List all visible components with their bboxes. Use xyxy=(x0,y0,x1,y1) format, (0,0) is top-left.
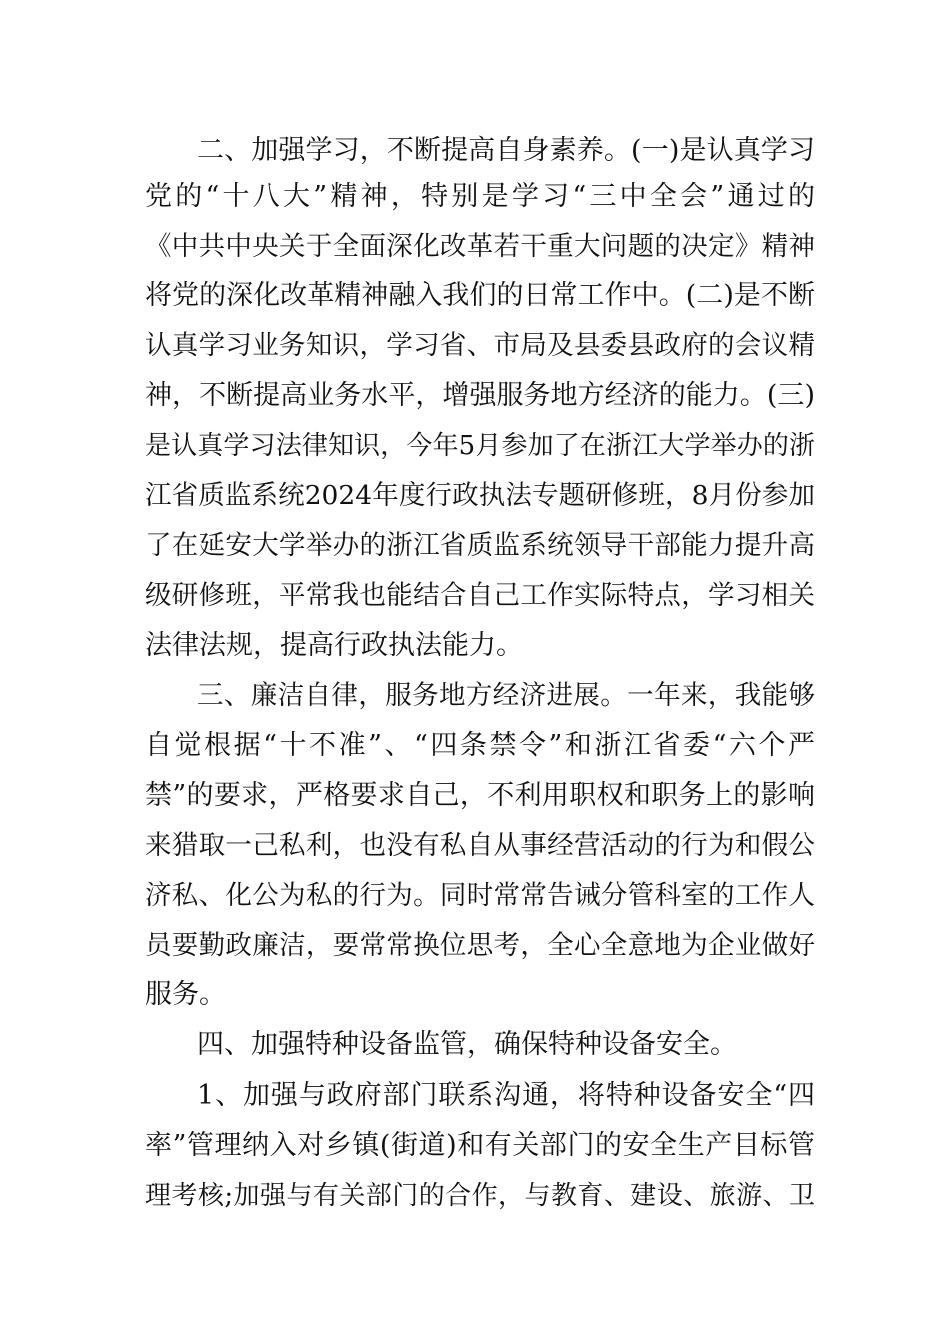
text-line: 禁”的要求，严格要求自己，不利用职权和职务上的影响 xyxy=(145,780,815,811)
text-line: 神，不断提高业务水平，增强服务地方经济的能力。(三) xyxy=(145,380,815,411)
text-line: 二、加强学习，不断提高自身素养。(一)是认真学习 xyxy=(197,135,815,166)
text-line: 级研修班，平常我也能结合自己工作实际特点，学习相关 xyxy=(145,580,815,611)
text-line: 自觉根据“十不准”、“四条禁令”和浙江省委“六个严 xyxy=(145,730,815,761)
text-line: 率”管理纳入对乡镇(街道)和有关部门的安全生产目标管 xyxy=(145,1130,815,1161)
text-line: 党的“十八大”精神，特别是学习“三中全会”通过的 xyxy=(145,181,815,212)
text-line: 了在延安大学举办的浙江省质监系统领导干部能力提升高 xyxy=(145,530,815,561)
text-line: 员要勤政廉洁，要常常换位思考，全心全意地为企业做好 xyxy=(145,930,815,961)
text-line: 《中共中央关于全面深化改革若干重大问题的决定》精神 xyxy=(145,231,815,262)
text-line: 法律法规，提高行政执法能力。 xyxy=(145,630,523,661)
text-line: 四、加强特种设备监管，确保特种设备安全。 xyxy=(197,1029,737,1060)
text-line: 认真学习业务知识，学习省、市局及县委县政府的会议精 xyxy=(145,330,815,361)
text-line: 服务。 xyxy=(145,979,226,1010)
text-line: 1、加强与政府部门联系沟通，将特种设备安全“四 xyxy=(197,1080,815,1111)
text-line: 理考核;加强与有关部门的合作，与教育、建设、旅游、卫 xyxy=(145,1181,815,1211)
text-line: 是认真学习法律知识，今年5月参加了在浙江大学举办的浙 xyxy=(145,431,815,461)
text-line: 江省质监系统2024年度行政执法专题研修班，8月份参加 xyxy=(145,480,815,511)
text-line: 济私、化公为私的行为。同时常常告诫分管科室的工作人 xyxy=(145,880,815,911)
text-line: 来猎取一己私利，也没有私自从事经营活动的行为和假公 xyxy=(145,830,815,861)
text-line: 将党的深化改革精神融入我们的日常工作中。(二)是不断 xyxy=(145,280,815,311)
text-line: 三、廉洁自律，服务地方经济进展。一年来，我能够 xyxy=(197,680,815,711)
